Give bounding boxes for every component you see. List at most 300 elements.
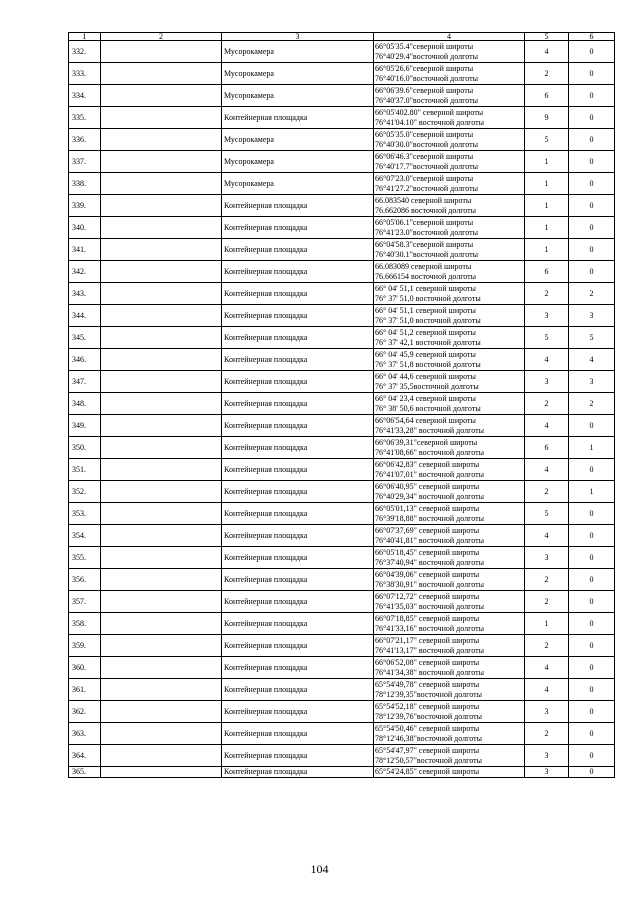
coordinates xyxy=(374,393,525,415)
coordinates xyxy=(374,635,525,657)
empty-cell xyxy=(101,415,222,437)
table-row xyxy=(69,107,615,129)
row-number: 350. xyxy=(69,437,101,459)
coordinates xyxy=(374,371,525,393)
empty-cell xyxy=(101,525,222,547)
facility-type: Контейнерная площадка xyxy=(222,239,374,261)
container-count: 4 xyxy=(525,525,569,547)
facility-type: Контейнерная площадка xyxy=(222,635,374,657)
longitude: 76°40'37.0"восточной долготы xyxy=(375,95,478,105)
column-header-4: 4 xyxy=(374,33,525,41)
container-count-col6: 0 xyxy=(569,613,615,635)
longitude: 78°12'50,57"восточной долготы xyxy=(375,755,482,765)
empty-cell xyxy=(101,107,222,129)
table-row xyxy=(69,85,615,107)
coordinates xyxy=(374,613,525,635)
longitude: 76°39'18,88" восточной долготы xyxy=(375,513,484,523)
container-count: 4 xyxy=(525,679,569,701)
row-number: 349. xyxy=(69,415,101,437)
column-header-6: 6 xyxy=(569,33,615,41)
coordinates xyxy=(374,525,525,547)
coordinates xyxy=(374,41,525,63)
column-header-3: 3 xyxy=(222,33,374,41)
latitude: 65°54'50,46" северной широты xyxy=(375,723,480,733)
latitude: 66° 04' 51,1 северной широты xyxy=(375,283,476,293)
longitude: 76°41'04.10" восточной долготы xyxy=(375,117,484,127)
facility-type: Мусорокамера xyxy=(222,41,374,63)
container-count-col6: 0 xyxy=(569,569,615,591)
empty-cell xyxy=(101,547,222,569)
empty-cell xyxy=(101,85,222,107)
container-count: 1 xyxy=(525,239,569,261)
container-count-col6: 5 xyxy=(569,327,615,349)
container-count-col6: 0 xyxy=(569,657,615,679)
container-count: 3 xyxy=(525,701,569,723)
row-number: 333. xyxy=(69,63,101,85)
container-count: 4 xyxy=(525,349,569,371)
facility-type: Контейнерная площадка xyxy=(222,591,374,613)
empty-cell xyxy=(101,151,222,173)
longitude: 76°41'23.0"восточной долготы xyxy=(375,227,478,237)
table-row xyxy=(69,239,615,261)
latitude: 66°04'58.3"северной широты xyxy=(375,239,474,249)
facility-type: Контейнерная площадка xyxy=(222,503,374,525)
longitude: 76°41'34,38" восточной долготы xyxy=(375,667,484,677)
row-number: 338. xyxy=(69,173,101,195)
facility-type: Контейнерная площадка xyxy=(222,459,374,481)
table-row xyxy=(69,459,615,481)
container-count-col6: 2 xyxy=(569,283,615,305)
row-number: 355. xyxy=(69,547,101,569)
container-count: 2 xyxy=(525,283,569,305)
empty-cell xyxy=(101,283,222,305)
latitude: 66° 04' 51,1 северной широты xyxy=(375,305,476,315)
facility-type: Контейнерная площадка xyxy=(222,283,374,305)
empty-cell xyxy=(101,173,222,195)
container-count: 6 xyxy=(525,85,569,107)
facility-type: Мусорокамера xyxy=(222,63,374,85)
table-row xyxy=(69,393,615,415)
container-count: 2 xyxy=(525,569,569,591)
longitude: 76° 37' 51,8 восточной долготы xyxy=(375,359,481,369)
container-count-col6: 0 xyxy=(569,173,615,195)
table-body xyxy=(69,41,615,778)
container-count: 4 xyxy=(525,459,569,481)
longitude: 76°41'13,17" восточной долготы xyxy=(375,645,484,655)
coordinates xyxy=(374,569,525,591)
row-number: 351. xyxy=(69,459,101,481)
coordinates xyxy=(374,745,525,767)
facility-type: Контейнерная площадка xyxy=(222,481,374,503)
row-number: 348. xyxy=(69,393,101,415)
longitude: 76°41'27.2"восточной долготы xyxy=(375,183,478,193)
container-count: 2 xyxy=(525,591,569,613)
facility-type: Контейнерная площадка xyxy=(222,327,374,349)
coordinates xyxy=(374,173,525,195)
latitude: 65°54'49,78" северной широты xyxy=(375,679,480,689)
table-row xyxy=(69,701,615,723)
row-number: 365. xyxy=(69,767,101,778)
coordinates xyxy=(374,85,525,107)
empty-cell xyxy=(101,349,222,371)
coordinates xyxy=(374,261,525,283)
container-count-col6: 0 xyxy=(569,745,615,767)
table-row xyxy=(69,591,615,613)
table-row xyxy=(69,481,615,503)
longitude: 76°41'07,01" восточной долготы xyxy=(375,469,484,479)
container-count-col6: 3 xyxy=(569,371,615,393)
container-count-col6: 0 xyxy=(569,503,615,525)
longitude: 76°40'30.0"восточной долготы xyxy=(375,139,478,149)
longitude: 76°40'41,81" восточной долготы xyxy=(375,535,484,545)
facility-type: Контейнерная площадка xyxy=(222,723,374,745)
table-row xyxy=(69,195,615,217)
table-row xyxy=(69,173,615,195)
container-count: 4 xyxy=(525,657,569,679)
table-row xyxy=(69,415,615,437)
container-count-col6: 0 xyxy=(569,591,615,613)
empty-cell xyxy=(101,393,222,415)
empty-cell xyxy=(101,41,222,63)
empty-cell xyxy=(101,613,222,635)
latitude: 66°06'52,08" северной широты xyxy=(375,657,480,667)
table-row xyxy=(69,569,615,591)
coordinates xyxy=(374,701,525,723)
container-count: 3 xyxy=(525,305,569,327)
container-count: 6 xyxy=(525,261,569,283)
table-row xyxy=(69,283,615,305)
container-count: 3 xyxy=(525,547,569,569)
empty-cell xyxy=(101,503,222,525)
empty-cell xyxy=(101,437,222,459)
container-count-col6: 2 xyxy=(569,393,615,415)
row-number: 360. xyxy=(69,657,101,679)
latitude: 66°05'06.1"северной широты xyxy=(375,217,474,227)
longitude: 76.666154 восточной долготы xyxy=(375,271,477,281)
row-number: 363. xyxy=(69,723,101,745)
page-number: 104 xyxy=(310,862,329,876)
latitude: 66° 04' 45,9 северной широты xyxy=(375,349,476,359)
longitude: 76° 37' 42,1 восточной долготы xyxy=(375,337,481,347)
longitude: 76° 37' 51,0 восточной долготы xyxy=(375,315,481,325)
empty-cell xyxy=(101,63,222,85)
table-row xyxy=(69,63,615,85)
container-count: 3 xyxy=(525,371,569,393)
table-row xyxy=(69,503,615,525)
container-count-col6: 0 xyxy=(569,635,615,657)
container-count-col6: 0 xyxy=(569,261,615,283)
container-count: 5 xyxy=(525,503,569,525)
container-count: 2 xyxy=(525,393,569,415)
empty-cell xyxy=(101,657,222,679)
facility-type: Контейнерная площадка xyxy=(222,415,374,437)
container-count-col6: 0 xyxy=(569,85,615,107)
header-row xyxy=(69,33,615,41)
row-number: 356. xyxy=(69,569,101,591)
table-row xyxy=(69,129,615,151)
latitude: 65°54'52,18" северной широты xyxy=(375,701,480,711)
row-number: 336. xyxy=(69,129,101,151)
row-number: 359. xyxy=(69,635,101,657)
longitude: 76°40'17.7"восточной долготы xyxy=(375,161,478,171)
row-number: 358. xyxy=(69,613,101,635)
container-count: 3 xyxy=(525,745,569,767)
container-count: 1 xyxy=(525,217,569,239)
facility-type: Мусорокамера xyxy=(222,173,374,195)
container-count-col6: 0 xyxy=(569,151,615,173)
coordinates xyxy=(374,481,525,503)
coordinates xyxy=(374,503,525,525)
container-count-col6: 0 xyxy=(569,767,615,778)
empty-cell xyxy=(101,195,222,217)
container-count: 1 xyxy=(525,195,569,217)
coordinates xyxy=(374,679,525,701)
container-count-col6: 0 xyxy=(569,217,615,239)
row-number: 337. xyxy=(69,151,101,173)
coordinates xyxy=(374,63,525,85)
table-row xyxy=(69,547,615,569)
row-number: 334. xyxy=(69,85,101,107)
facility-type: Контейнерная площадка xyxy=(222,371,374,393)
facility-type: Контейнерная площадка xyxy=(222,569,374,591)
facility-type: Контейнерная площадка xyxy=(222,701,374,723)
table-row xyxy=(69,679,615,701)
longitude: 76° 37' 51,0 восточной долготы xyxy=(375,293,481,303)
coordinates xyxy=(374,107,525,129)
column-header-2: 2 xyxy=(101,33,222,41)
container-count: 5 xyxy=(525,129,569,151)
coordinates xyxy=(374,591,525,613)
latitude: 66.083540 северной широты xyxy=(375,195,472,205)
container-count-col6: 0 xyxy=(569,525,615,547)
longitude: 76°38'30,91" восточной долготы xyxy=(375,579,484,589)
latitude: 66.083089 северной широты xyxy=(375,261,472,271)
container-count: 2 xyxy=(525,723,569,745)
row-number: 357. xyxy=(69,591,101,613)
empty-cell xyxy=(101,591,222,613)
row-number: 341. xyxy=(69,239,101,261)
latitude: 66°07'37,69" северной широты xyxy=(375,525,480,535)
empty-cell xyxy=(101,129,222,151)
container-count-col6: 0 xyxy=(569,41,615,63)
row-number: 346. xyxy=(69,349,101,371)
container-count-col6: 0 xyxy=(569,129,615,151)
table-row xyxy=(69,371,615,393)
latitude: 65°54'47,97" северной широты xyxy=(375,745,480,755)
table-row xyxy=(69,217,615,239)
facility-type: Контейнерная площадка xyxy=(222,547,374,569)
row-number: 343. xyxy=(69,283,101,305)
coordinates xyxy=(374,129,525,151)
container-count: 3 xyxy=(525,767,569,778)
table-row xyxy=(69,767,615,778)
row-number: 354. xyxy=(69,525,101,547)
facility-type: Мусорокамера xyxy=(222,129,374,151)
latitude: 66° 04' 51,2 северной широты xyxy=(375,327,476,337)
coordinates xyxy=(374,195,525,217)
latitude: 66°06'40,95" северной широты xyxy=(375,481,480,491)
latitude: 66°07'18,85" северной широты xyxy=(375,613,480,623)
longitude: 76.662086 восточной долготы xyxy=(375,205,477,215)
latitude: 66°05'402.80" северной широты xyxy=(375,107,484,117)
empty-cell xyxy=(101,305,222,327)
longitude: 76°41'33,16" восточной долготы xyxy=(375,623,484,633)
container-count-col6: 0 xyxy=(569,723,615,745)
longitude: 76°40'29.4"восточной долготы xyxy=(375,51,478,61)
empty-cell xyxy=(101,217,222,239)
coordinates xyxy=(374,327,525,349)
container-count: 2 xyxy=(525,635,569,657)
latitude: 66°05'35.4"северной широты xyxy=(375,41,474,51)
table-row xyxy=(69,723,615,745)
row-number: 335. xyxy=(69,107,101,129)
table-row xyxy=(69,437,615,459)
row-number: 361. xyxy=(69,679,101,701)
longitude: 76°41'35,03" восточной долготы xyxy=(375,601,484,611)
latitude: 66°06'39,31"северной широты xyxy=(375,437,478,447)
container-count-col6: 0 xyxy=(569,679,615,701)
container-count: 2 xyxy=(525,63,569,85)
empty-cell xyxy=(101,701,222,723)
row-number: 362. xyxy=(69,701,101,723)
facility-type: Контейнерная площадка xyxy=(222,525,374,547)
latitude: 66° 04' 44,6 северной широты xyxy=(375,371,476,381)
container-count-col6: 1 xyxy=(569,481,615,503)
coordinates xyxy=(374,239,525,261)
container-count: 9 xyxy=(525,107,569,129)
facility-type: Контейнерная площадка xyxy=(222,305,374,327)
empty-cell xyxy=(101,261,222,283)
container-count-col6: 0 xyxy=(569,459,615,481)
table-row xyxy=(69,327,615,349)
coordinates xyxy=(374,217,525,239)
longitude: 76° 38' 50,6 восточной долготы xyxy=(375,403,481,413)
empty-cell xyxy=(101,239,222,261)
coordinates xyxy=(374,283,525,305)
coordinates xyxy=(374,723,525,745)
column-header-1: 1 xyxy=(69,33,101,41)
row-number: 353. xyxy=(69,503,101,525)
latitude: 66°05'35.0"северной широты xyxy=(375,129,474,139)
container-count-col6: 0 xyxy=(569,547,615,569)
latitude: 66°06'54,64 северной широты xyxy=(375,415,476,425)
empty-cell xyxy=(101,459,222,481)
latitude: 66°07'12,72" северной широты xyxy=(375,591,480,601)
facility-type: Контейнерная площадка xyxy=(222,393,374,415)
latitude: 66°05'18,45" северной широты xyxy=(375,547,480,557)
row-number: 364. xyxy=(69,745,101,767)
empty-cell xyxy=(101,371,222,393)
latitude: 66°07'21,17" северной широты xyxy=(375,635,480,645)
empty-cell xyxy=(101,569,222,591)
latitude: 66°06'42,83" северной широты xyxy=(375,459,480,469)
longitude: 78°12'39,76"восточной долготы xyxy=(375,711,482,721)
table-row xyxy=(69,261,615,283)
row-number: 332. xyxy=(69,41,101,63)
table-header xyxy=(69,33,615,41)
facility-type: Контейнерная площадка xyxy=(222,657,374,679)
container-count: 1 xyxy=(525,613,569,635)
empty-cell xyxy=(101,723,222,745)
row-number: 344. xyxy=(69,305,101,327)
longitude: 76°40'16.0"восточной долготы xyxy=(375,73,478,83)
longitude: 76°41'33,28" восточной долготы xyxy=(375,425,484,435)
row-number: 340. xyxy=(69,217,101,239)
coordinates xyxy=(374,547,525,569)
container-count: 4 xyxy=(525,415,569,437)
table-row xyxy=(69,635,615,657)
container-count: 1 xyxy=(525,151,569,173)
latitude: 66°06'39.6"северной широты xyxy=(375,85,474,95)
facility-type: Контейнерная площадка xyxy=(222,349,374,371)
facility-type: Контейнерная площадка xyxy=(222,217,374,239)
table-row xyxy=(69,657,615,679)
facility-type: Контейнерная площадка xyxy=(222,679,374,701)
coordinates xyxy=(374,657,525,679)
latitude: 66°05'01,13" северной широты xyxy=(375,503,480,513)
data-table xyxy=(68,32,615,778)
row-number: 352. xyxy=(69,481,101,503)
latitude: 66°06'46.3"северной широты xyxy=(375,151,474,161)
empty-cell xyxy=(101,327,222,349)
coordinates xyxy=(374,437,525,459)
coordinates xyxy=(374,767,525,778)
row-number: 339. xyxy=(69,195,101,217)
container-count-col6: 0 xyxy=(569,63,615,85)
container-count-col6: 4 xyxy=(569,349,615,371)
container-count: 6 xyxy=(525,437,569,459)
latitude: 66°05'26.6"северной широты xyxy=(375,63,474,73)
facility-type: Контейнерная площадка xyxy=(222,195,374,217)
coordinates xyxy=(374,459,525,481)
longitude: 78°12'46,38"восточной долготы xyxy=(375,733,482,743)
table-row xyxy=(69,349,615,371)
container-count: 5 xyxy=(525,327,569,349)
latitude: 66°07'23.0"северной широты xyxy=(375,173,474,183)
coordinates xyxy=(374,305,525,327)
container-count-col6: 0 xyxy=(569,415,615,437)
container-count: 1 xyxy=(525,173,569,195)
facility-type: Контейнерная площадка xyxy=(222,261,374,283)
longitude: 76°41'08,66" восточной долготы xyxy=(375,447,484,457)
empty-cell xyxy=(101,679,222,701)
facility-type: Контейнерная площадка xyxy=(222,745,374,767)
container-count-col6: 3 xyxy=(569,305,615,327)
container-count-col6: 0 xyxy=(569,239,615,261)
longitude: 76°40'30.1"восточной долготы xyxy=(375,249,478,259)
row-number: 347. xyxy=(69,371,101,393)
longitude: 76°37'40,94" восточной долготы xyxy=(375,557,484,567)
row-number: 342. xyxy=(69,261,101,283)
empty-cell xyxy=(101,635,222,657)
longitude: 78°12'39,35"восточной долготы xyxy=(375,689,482,699)
latitude: 65°54'24,85" северной широты xyxy=(375,767,480,776)
latitude: 66° 04' 23,4 северной широты xyxy=(375,393,476,403)
row-number: 345. xyxy=(69,327,101,349)
coordinates xyxy=(374,349,525,371)
table-row xyxy=(69,151,615,173)
empty-cell xyxy=(101,745,222,767)
table-row xyxy=(69,613,615,635)
facility-type: Контейнерная площадка xyxy=(222,613,374,635)
empty-cell xyxy=(101,481,222,503)
column-header-5: 5 xyxy=(525,33,569,41)
facility-type: Контейнерная площадка xyxy=(222,437,374,459)
table-row xyxy=(69,745,615,767)
table-row xyxy=(69,525,615,547)
facility-type: Контейнерная площадка xyxy=(222,107,374,129)
container-count: 4 xyxy=(525,41,569,63)
